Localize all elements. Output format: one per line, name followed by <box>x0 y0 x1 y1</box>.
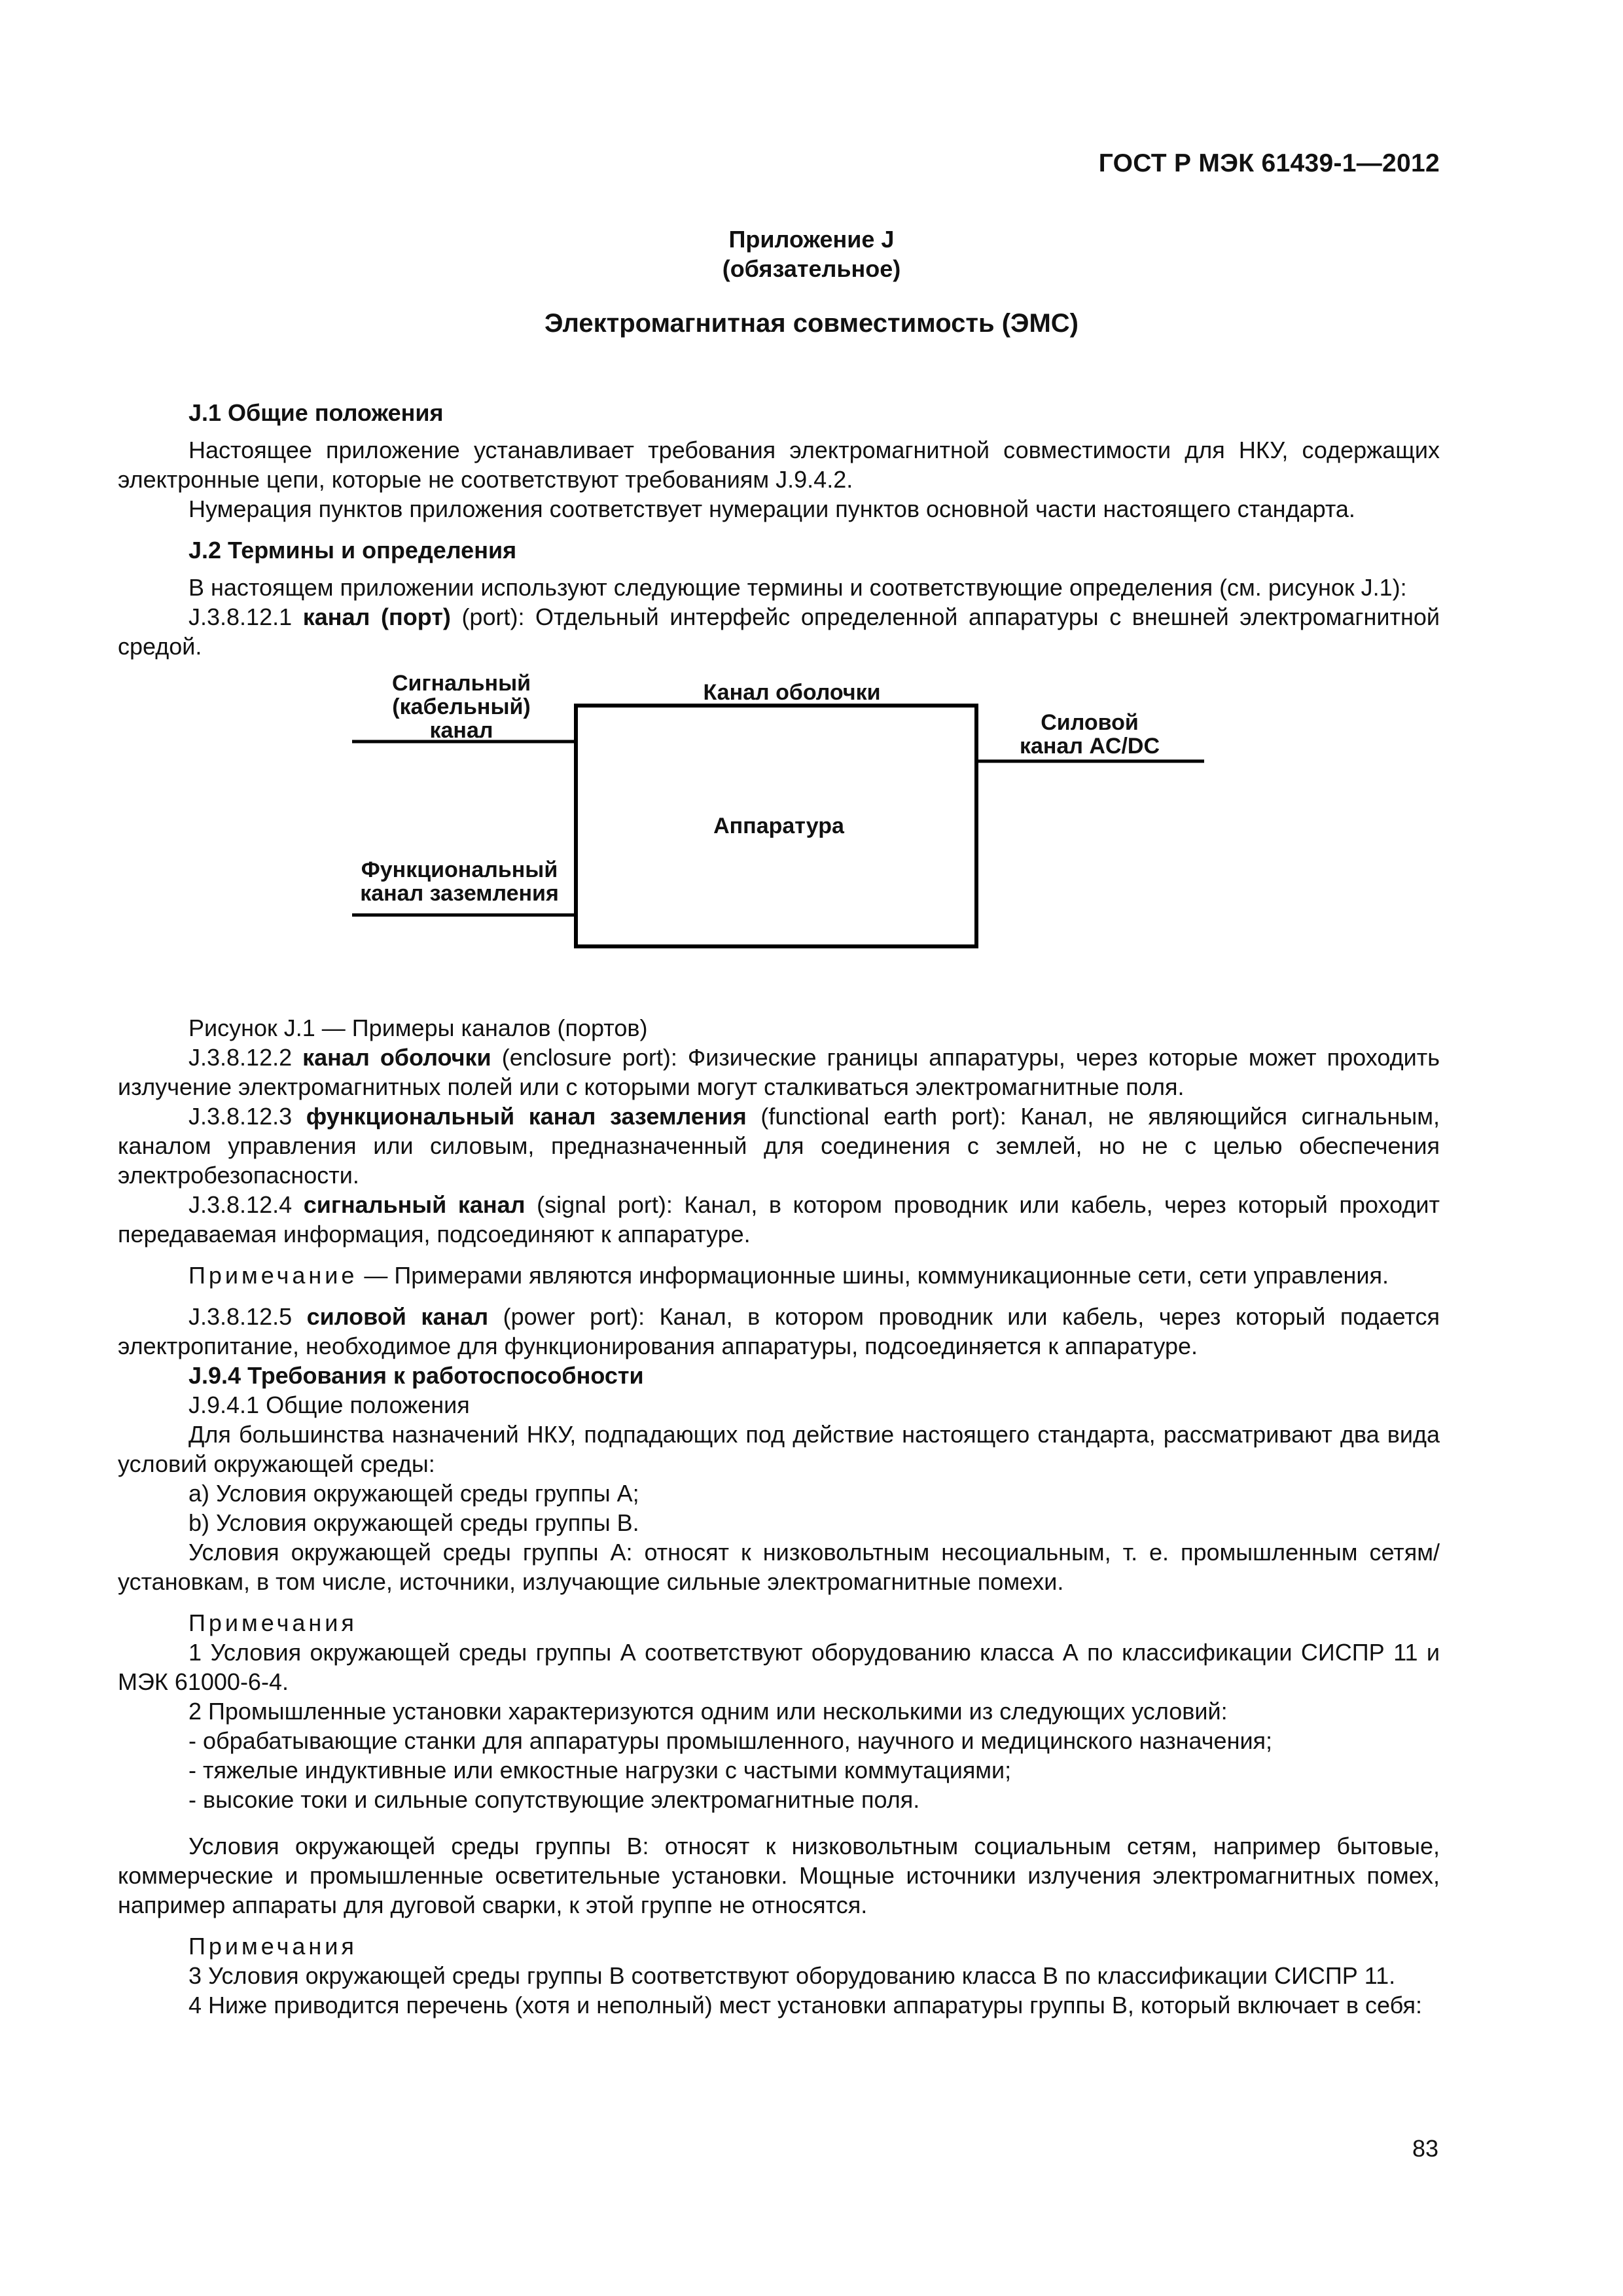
annex-status: (обязательное) <box>722 255 901 282</box>
term: сигнальный канал <box>303 1191 526 1218</box>
apparatus-label: Аппаратура <box>713 814 844 838</box>
list-item: - тяжелые индуктивные или емкостные нагрузки с частыми коммутациями; <box>188 1757 1012 1784</box>
note-item: 4 Ниже приводится перечень (хотя и неполный) мест установки аппаратуры группы В, который включает в себя: <box>188 1992 1422 2018</box>
list-item: а) Условия окружающей среды группы А; <box>188 1480 639 1507</box>
paragraph: Для большинства назначений НКУ, подпадающих под действие настоящего стандарта, рассматривают два вида условий окружающей среды: <box>118 1421 1440 1477</box>
power-port-label: Силовой канал AC/DC <box>1019 710 1160 759</box>
term-number: J.3.8.12.1 <box>188 603 293 630</box>
enclosure-port-label: Канал оболочки <box>703 680 881 705</box>
note-item: 1 Условия окружающей среды группы А соответствуют оборудованию класса А по классификации СИСПР 11 и МЭК 61000-6-4. <box>118 1639 1440 1695</box>
ports-diagram <box>118 666 1440 1013</box>
section-heading: J.2 Термины и определения <box>188 537 517 564</box>
annex-heading: Электромагнитная совместимость (ЭМС) <box>544 309 1079 338</box>
list-item: - высокие токи и сильные сопутствующие электромагнитные поля. <box>188 1786 920 1813</box>
term: канал (порт) <box>302 603 451 630</box>
note-label: Примечание <box>188 1262 358 1289</box>
definition-paragraph: J.3.8.12.5 силовой канал (power port): Канал, в котором проводник или кабель, через который подается электропитание, необходимое для функционирования аппаратуры, подсоединяется к аппаратуре. <box>118 1303 1440 1359</box>
paragraph: Условия окружающей среды группы А: относят к низковольтным несоциальным, т. е. промышленным сетям/установкам, в том числе, источники, излучающие сильные электромагнитные помехи. <box>118 1539 1440 1595</box>
note <box>118 1261 1440 1290</box>
paragraph: В настоящем приложении используют следующие термины и соответствующие определения (см. рисунок J.1): <box>188 574 1407 601</box>
definition-paragraph: J.3.8.12.3 функциональный канал заземления (functional earth port): Канал, не являющийся сигнальным, каналом управления или силовым, предназначенный для соединения с землей, но не с целью обеспечения электробезопасности. <box>118 1103 1440 1189</box>
term-definition: (port): Отдельный интерфейс определенной аппаратуры с внешней электромагнитной средой. <box>118 603 1440 660</box>
page-number: 83 <box>1412 2135 1438 2162</box>
definition-paragraph <box>118 602 1440 661</box>
diagram-lines <box>118 666 1440 1013</box>
paragraph: Настоящее приложение устанавливает требования электромагнитной совместимости для НКУ, содержащих электронные цепи, которые не соответствуют требованиям J.9.4.2. <box>118 437 1440 493</box>
document-body <box>118 386 1440 2020</box>
figure-caption: Рисунок J.1 — Примеры каналов (портов) <box>188 1014 648 1041</box>
term: канал оболочки <box>302 1044 491 1071</box>
list-item: - обрабатывающие станки для аппаратуры промышленного, научного и медицинского назначения; <box>188 1727 1273 1754</box>
paragraph: Условия окружающей среды группы В: относят к низковольтным социальным сетям, например бытовые, коммерческие и промышленные осветительные установки. Мощные источники излучения электромагнитных помех, например аппараты для дуговой сварки, к этой группе не относятся. <box>118 1833 1440 1918</box>
section-heading: J.1 Общие положения <box>188 399 444 426</box>
notes-label: Примечания <box>188 1933 357 1960</box>
term: силовой канал <box>306 1303 489 1330</box>
section-heading: J.9.4 Требования к работоспособности <box>188 1362 644 1389</box>
signal-port-label: Сигнальный (кабельный) канал <box>391 671 531 743</box>
term: функциональный канал заземления <box>306 1103 747 1130</box>
note-item: 2 Промышленные установки характеризуются одним или несколькими из следующих условий: <box>188 1698 1228 1725</box>
subsection-heading: J.9.4.1 Общие положения <box>188 1391 470 1418</box>
annex-title: Приложение J <box>728 226 895 253</box>
definition-paragraph: J.3.8.12.4 сигнальный канал (signal port): Канал, в котором проводник или кабель, через который проходит передаваемая информация, подсоединяют к аппаратуре. <box>118 1191 1440 1247</box>
standard-header: ГОСТ Р МЭК 61439-1—2012 <box>1098 149 1440 177</box>
paragraph: Нумерация пунктов приложения соответствует нумерации пунктов основной части настоящего стандарта. <box>188 495 1355 522</box>
list-item: b) Условия окружающей среды группы В. <box>188 1509 639 1536</box>
earth-port-label: Функциональный канал заземления <box>360 857 559 906</box>
notes-label: Примечания <box>188 1609 357 1636</box>
note-text: — Примерами являются информационные шины, коммуникационные сети, сети управления. <box>364 1262 1389 1289</box>
definition-paragraph: J.3.8.12.2 канал оболочки (enclosure port): Физические границы аппаратуры, через которые может проходить излучение электромагнитных полей или с которыми могут сталкиваться электромагнитные поля. <box>118 1044 1440 1100</box>
note-item: 3 Условия окружающей среды группы В соответствуют оборудованию класса В по классификации СИСПР 11. <box>188 1962 1396 1989</box>
